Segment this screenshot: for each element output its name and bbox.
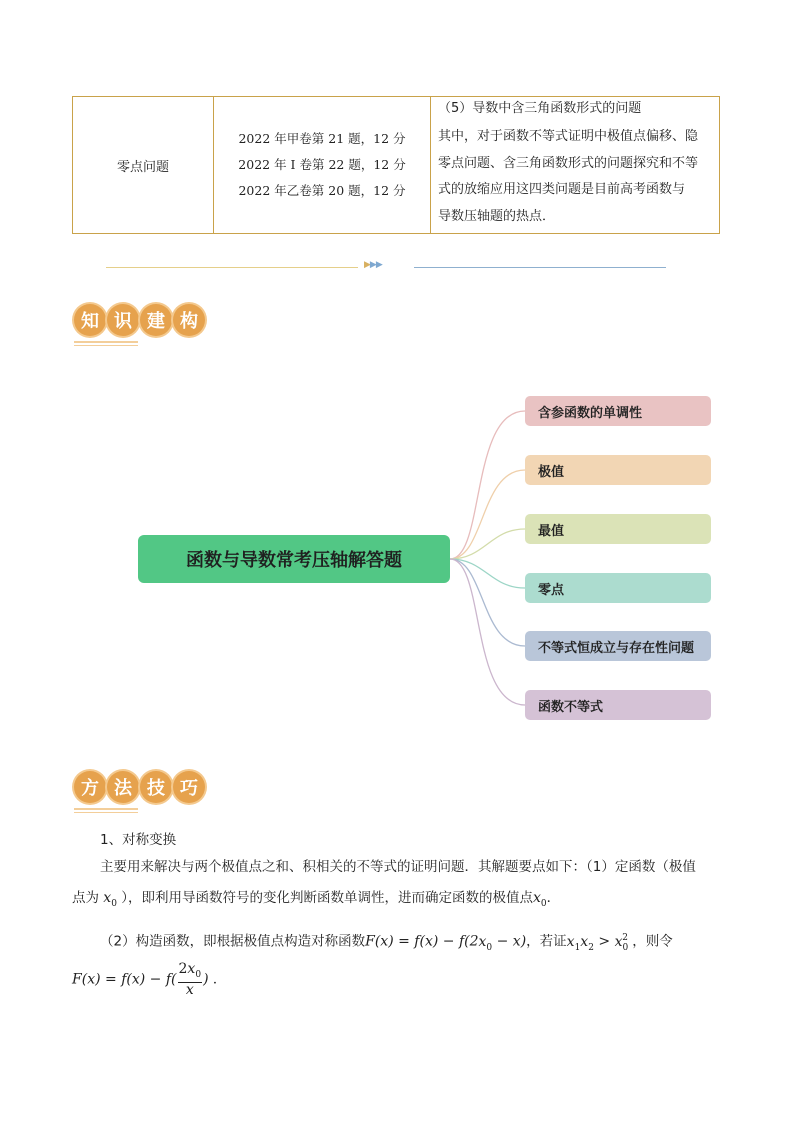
branch-label: 零点 [538, 582, 565, 598]
mindmap-root [138, 535, 450, 583]
paragraph-text: ），即利用导函数符号的变化判断函数单调性，进而确定函数的极值点 [121, 890, 533, 906]
badge-char: 方 [74, 771, 106, 803]
paragraph-text: ． [212, 971, 227, 988]
source-item: 2022 年 I 卷第 22 题，12 分 [238, 157, 406, 172]
note-line: 导数压轴题的热点． [438, 208, 556, 224]
paragraph-text: ． [546, 890, 561, 906]
connector-line [450, 470, 525, 559]
note-line: 式的放缩应用这四类问题是目前高考函数与 [438, 182, 686, 197]
paragraph-text: 点为 [72, 890, 99, 906]
mindmap-branch [525, 573, 711, 603]
branch-label: 最值 [538, 523, 565, 539]
note-line: （5）导数中含三角函数形式的问题 [438, 101, 642, 116]
section-badge-methods [74, 771, 206, 803]
badge-char: 建 [140, 304, 172, 336]
source-item: 2022 年乙卷第 20 题，12 分 [238, 183, 406, 198]
arrow-icon: ▶▶▶ [364, 260, 382, 270]
mindmap-branch [525, 514, 711, 544]
math-constructed-function: F [72, 971, 82, 988]
badge-char: 法 [107, 771, 139, 803]
math-x0: $x_0$ [532, 890, 547, 909]
math-fraction: $\frac{2x_0}{x}$ [178, 961, 202, 998]
method-paragraph-1a [100, 853, 722, 882]
paragraph-text: 主要用来解决与两个极值点之和、积相关的不等式的证明问题．其解题要点如下：（1）定函数（极值 [100, 859, 696, 875]
branch-label: 含参函数的单调性 [538, 405, 643, 421]
mindmap-branch [525, 396, 711, 426]
method-paragraph-3: F(x) = f(x) − f( $\frac{2x_0}{x}$ ) ． [72, 961, 227, 998]
paragraph-text: （2）构造函数，即根据极值点构造对称函数 [100, 933, 366, 950]
mindmap-branch [525, 631, 711, 661]
badge-underline [74, 812, 138, 813]
paragraph-text: ，则令 [632, 933, 673, 950]
note-line: 其中，对于函数不等式证明中极值点偏移、隐 [438, 129, 699, 144]
badge-char: 技 [140, 771, 172, 803]
branch-label: 不等式恒成立与存在性问题 [538, 640, 695, 656]
badge-underline [74, 808, 138, 810]
method-paragraph-2: （2）构造函数，即根据极值点构造对称函数$F(x) = f(x) - f(2x_0 - x)$，若证$x_1x_2 > x_0^2$ ，则令 [100, 933, 673, 953]
math-inequality: $x_1x_2$ [566, 933, 594, 953]
badge-char: 巧 [173, 771, 205, 803]
connector-line [450, 411, 525, 559]
badge-char: 构 [173, 304, 205, 336]
topic-label: 零点问题 [116, 159, 169, 175]
paragraph-text: ，若证 [526, 933, 567, 950]
badge-char: 识 [107, 304, 139, 336]
source-item: 2022 年甲卷第 21 题，12 分 [238, 131, 406, 146]
mindmap-branch [525, 690, 711, 720]
method-heading: 1、对称变换 [100, 832, 177, 848]
note-line: 零点问题、含三角函数形式的问题探究和不等 [438, 155, 699, 171]
connector-line [450, 559, 525, 705]
math-x0: $x_0$ [103, 890, 117, 909]
badge-char: 知 [74, 304, 106, 336]
mindmap-root-label: 函数与导数常考压轴解答题 [186, 550, 402, 571]
mindmap-branch [525, 455, 711, 485]
branch-label: 函数不等式 [538, 699, 604, 715]
method-paragraph-1b [72, 884, 722, 919]
math-symmetric-function: F [365, 933, 375, 950]
connector-line [450, 559, 525, 646]
branch-label: 极值 [538, 464, 565, 480]
